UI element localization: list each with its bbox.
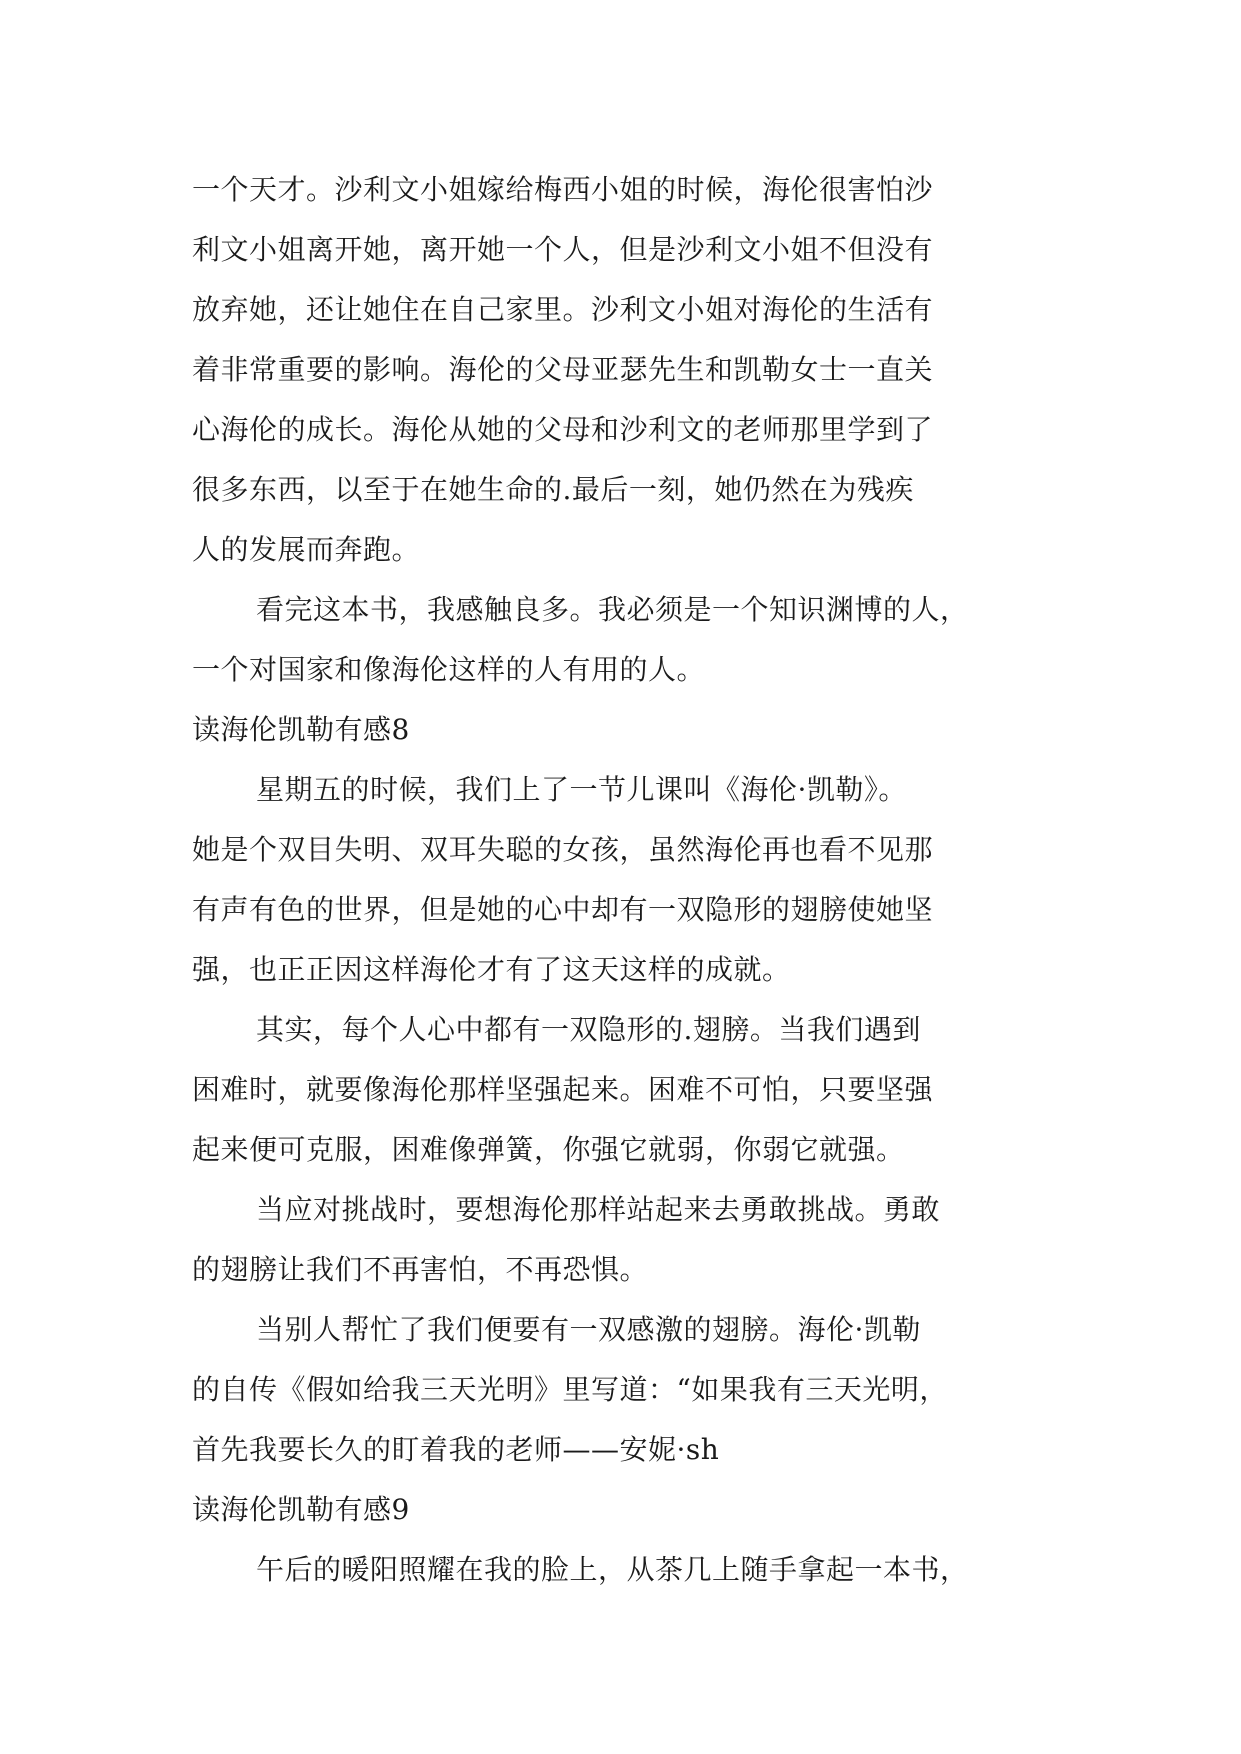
paragraph-line: 人的发展而奔跑。 xyxy=(192,533,421,566)
paragraph-line: 的自传《假如给我三天光明》里写道：“如果我有三天光明， xyxy=(192,1373,948,1406)
paragraph-line: 很多东西，以至于在她生命的.最后一刻，她仍然在为残疾 xyxy=(192,473,914,506)
paragraph-line: 一个天才。沙利文小姐嫁给梅西小姐的时候，海伦很害怕沙 xyxy=(192,173,934,206)
paragraph-line: 其实，每个人心中都有一双隐形的.翅膀。当我们遇到 xyxy=(256,1013,921,1046)
paragraph-line: 心海伦的成长。海伦从她的父母和沙利文的老师那里学到了 xyxy=(192,413,934,446)
paragraph-line: 当应对挑战时，要想海伦那样站起来去勇敢挑战。勇敢 xyxy=(256,1193,941,1226)
section-heading: 读海伦凯勒有感9 xyxy=(192,1493,410,1526)
section-heading: 读海伦凯勒有感8 xyxy=(192,713,410,746)
paragraph-line: 一个对国家和像海伦这样的人有用的人。 xyxy=(192,653,706,686)
paragraph-line: 的翅膀让我们不再害怕，不再恐惧。 xyxy=(192,1253,649,1286)
paragraph-line: 看完这本书，我感触良多。我必须是一个知识渊博的人， xyxy=(256,593,969,626)
paragraph-line: 起来便可克服，困难像弹簧，你强它就弱，你弱它就强。 xyxy=(192,1133,905,1166)
paragraph-line: 她是个双目失明、双耳失聪的女孩，虽然海伦再也看不见那 xyxy=(192,833,934,866)
paragraph-line: 星期五的时候，我们上了一节儿课叫《海伦·凯勒》。 xyxy=(256,773,907,806)
body-text xyxy=(192,160,1062,1600)
paragraph-line: 午后的暖阳照耀在我的脸上，从茶几上随手拿起一本书， xyxy=(256,1553,969,1586)
paragraph-line: 着非常重要的影响。海伦的父母亚瑟先生和凯勒女士一直关 xyxy=(192,353,934,386)
paragraph-line: 有声有色的世界，但是她的心中却有一双隐形的翅膀使她坚 xyxy=(192,893,934,926)
paragraph-line: 放弃她，还让她住在自己家里。沙利文小姐对海伦的生活有 xyxy=(192,293,934,326)
paragraph-line: 强，也正正因这样海伦才有了这天这样的成就。 xyxy=(192,953,791,986)
paragraph-line: 当别人帮忙了我们便要有一双感激的翅膀。海伦·凯勒 xyxy=(256,1313,921,1346)
paragraph-line: 利文小姐离开她，离开她一个人，但是沙利文小姐不但没有 xyxy=(192,233,934,266)
paragraph-line: 困难时，就要像海伦那样坚强起来。困难不可怕，只要坚强 xyxy=(192,1073,934,1106)
paragraph-line: 首先我要长久的盯着我的老师——安妮·sh xyxy=(192,1433,720,1466)
